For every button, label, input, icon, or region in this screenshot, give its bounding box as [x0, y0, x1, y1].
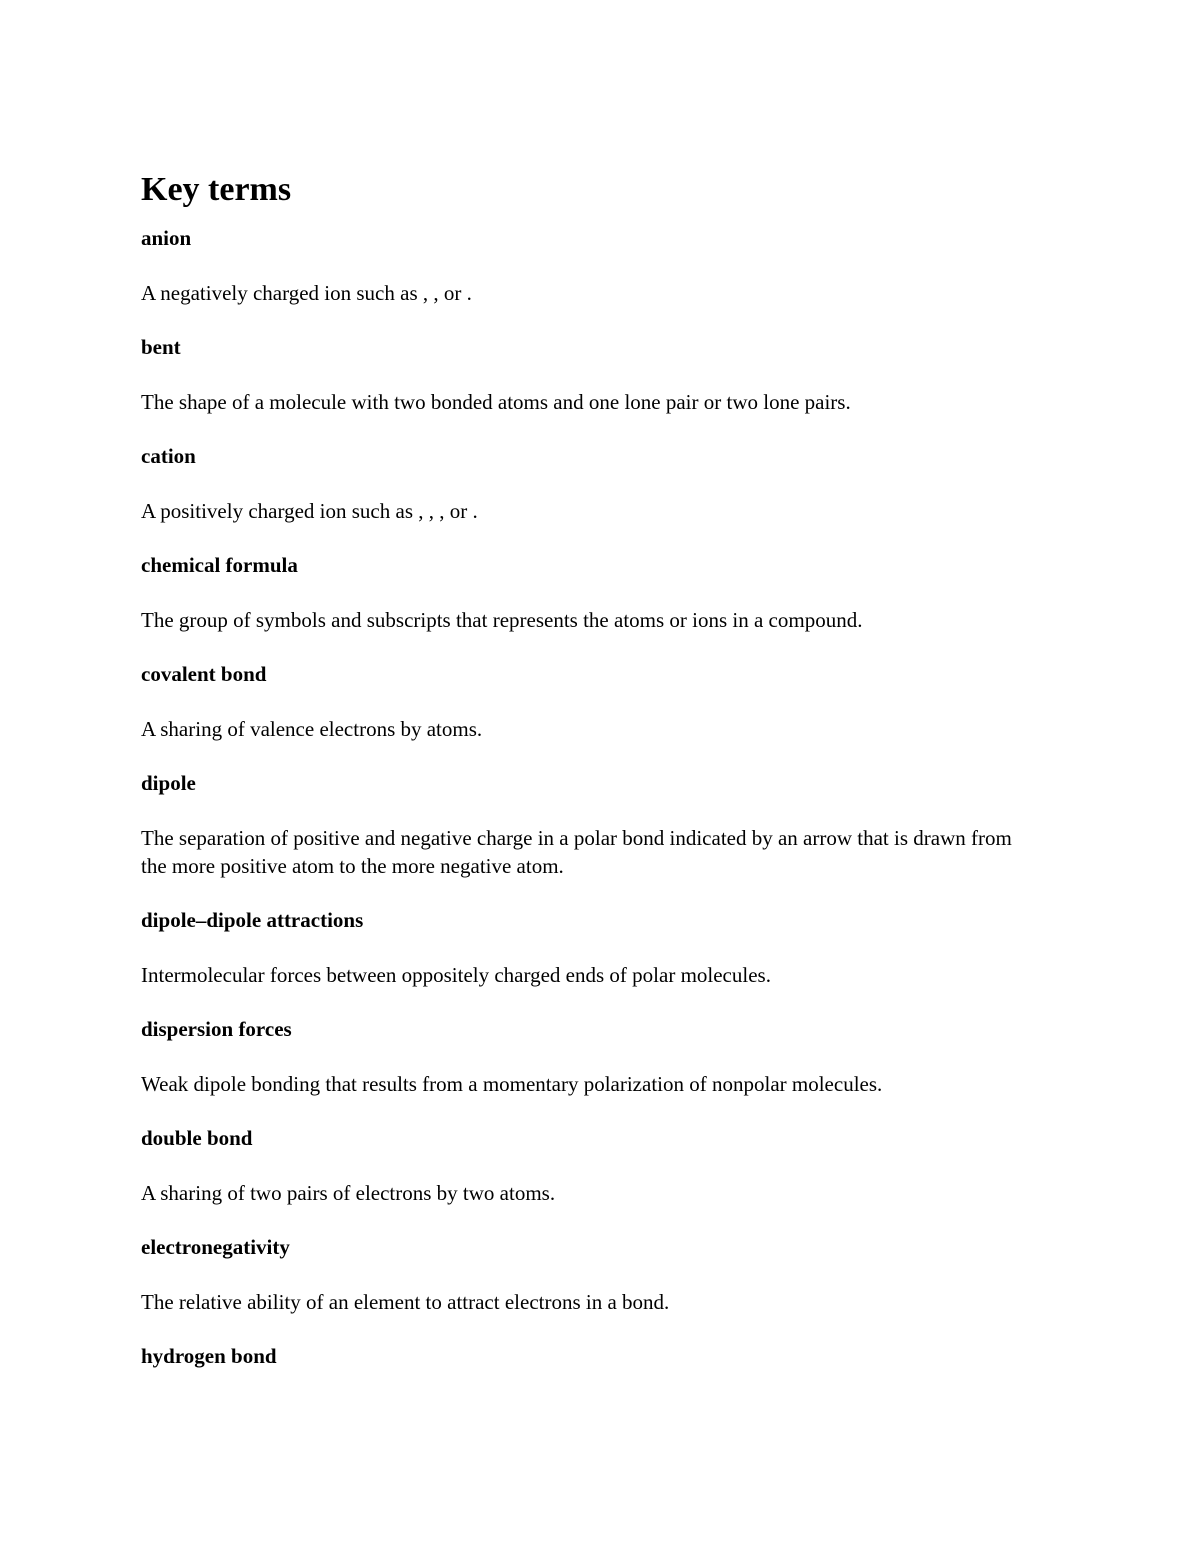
term-anion: anion: [141, 226, 192, 250]
document-page: [141, 168, 1041, 1397]
term-dipole-dipole-attractions: dipole–dipole attractions: [141, 908, 364, 932]
term-dispersion-forces: dispersion forces: [141, 1017, 292, 1041]
definition-cation: A positively charged ion such as , , , or .: [141, 499, 478, 523]
definition-dipole: The separation of positive and negative charge in a polar bond indicated by an arrow that is drawn from the more positive atom to the more negative atom.: [141, 826, 1012, 878]
term-electronegativity: electronegativity: [141, 1235, 290, 1259]
term-hydrogen-bond: hydrogen bond: [141, 1344, 277, 1368]
definition-chemical-formula: The group of symbols and subscripts that represents the atoms or ions in a compound.: [141, 608, 863, 632]
definition-dipole-dipole-attractions: Intermolecular forces between oppositely charged ends of polar molecules.: [141, 963, 771, 987]
term-cation: cation: [141, 444, 196, 468]
definition-dispersion-forces: Weak dipole bonding that results from a momentary polarization of nonpolar molecules.: [141, 1072, 883, 1096]
term-double-bond: double bond: [141, 1126, 253, 1150]
term-chemical-formula: chemical formula: [141, 553, 298, 577]
term-bent: bent: [141, 335, 181, 359]
definition-double-bond: A sharing of two pairs of electrons by two atoms.: [141, 1181, 556, 1205]
definition-electronegativity: The relative ability of an element to attract electrons in a bond.: [141, 1290, 670, 1314]
page-title: Key terms: [141, 171, 292, 208]
definition-bent: The shape of a molecule with two bonded atoms and one lone pair or two lone pairs.: [141, 390, 851, 414]
term-covalent-bond: covalent bond: [141, 662, 267, 686]
definition-covalent-bond: A sharing of valence electrons by atoms.: [141, 717, 483, 741]
term-dipole: dipole: [141, 771, 196, 795]
definition-anion: A negatively charged ion such as , , or .: [141, 281, 472, 305]
